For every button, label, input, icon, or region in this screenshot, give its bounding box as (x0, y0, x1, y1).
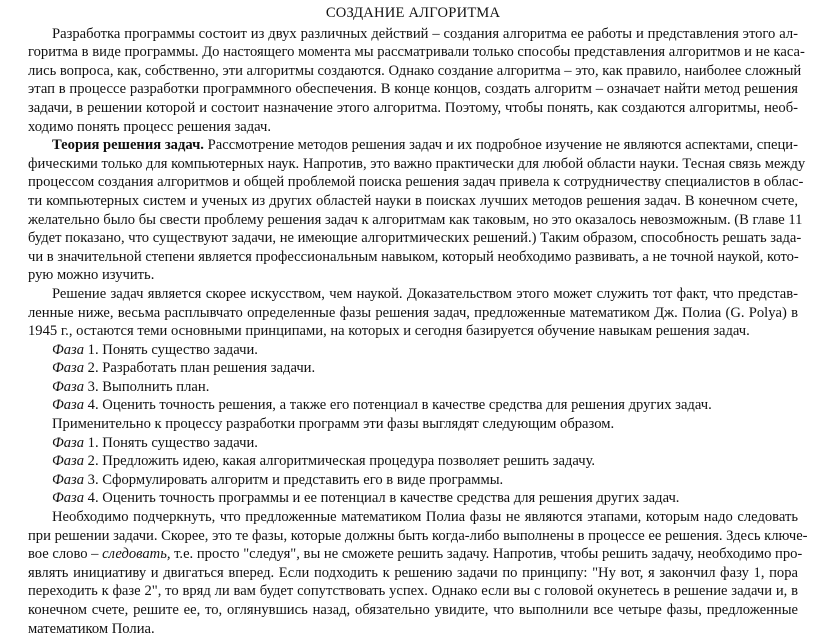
text-line: этап в процессе разработки программного обеспечения. В конце концов, создать алгоритм – означает найти метод решения (28, 81, 798, 98)
text-line: Применительно к процессу разработки программ эти фазы выглядят следующим образом. (52, 416, 615, 433)
phase-text: 4. Оценить точность программы и ее потенциал в качестве средства для решения других задач. (84, 490, 680, 507)
list-item (28, 434, 798, 453)
section-heading: Теория решения задач. (52, 137, 204, 154)
text-line: ленные ниже, весьма расплывчато определенные фазы решения задач, предложенные математиком Дж. Полиа (G. Polya) в (28, 304, 798, 321)
list-item (28, 471, 798, 490)
phase-label: Фаза (52, 341, 85, 358)
emphasis-word: следовать, (102, 546, 171, 563)
phase-label: Фаза (52, 360, 85, 377)
text-fragment: вое слово – (28, 546, 103, 563)
text-line: фическими только для компьютерных наук. Напротив, это важно практически для любой области науки. Тесная связь между (28, 155, 806, 172)
text-line: горитма в виде программы. До настоящего момента мы рассматривали только способы представления алгоритмов и не каса- (28, 44, 805, 61)
list-item (28, 396, 798, 415)
phase-text: 2. Разработать план решения задачи. (84, 360, 316, 377)
text-line: рую можно изучить. (28, 267, 155, 284)
paragraph-polya (28, 285, 798, 341)
text-line: Разработка программы состоит из двух различных действий – создания алгоритма ее работы и представления этого ал- (52, 25, 798, 42)
phase-list-programming (28, 434, 798, 508)
text-line: 1945 г., остаются теми основными принципами, на которых и сегодня базируется обучение навыкам решения задач. (28, 323, 750, 340)
text-line (28, 136, 798, 155)
text-line: Решение задач является скорее искусством, чем наукой. Доказательством этого может служить тот факт, что представ- (52, 285, 798, 302)
paragraph-theory (28, 136, 806, 285)
list-item (28, 378, 798, 397)
text-line: являть инициативу и двигаться вперед. Если подходить к решению задачи по принципу: "Ну вот, я закончил фазу 1, пора (28, 564, 798, 581)
list-item (28, 359, 798, 378)
list-item (28, 489, 798, 508)
phase-text: 1. Понять существо задачи. (84, 434, 258, 451)
text-line: конечном счете, решите ее, то, оглянувшись назад, обязательно увидите, что выполнили все четыре фазы, предложенные (28, 602, 798, 618)
text-line: ходимо понять процесс решения задач. (28, 118, 272, 135)
text-line: желательно было бы свести проблему решения задач к алгоритмам как таковым, но это оказалось невозможным. (В главе 11 (28, 211, 803, 228)
phase-label: Фаза (52, 397, 85, 414)
phase-label: Фаза (52, 434, 85, 451)
text-line (28, 545, 803, 564)
page-title: СОЗДАНИЕ АЛГОРИТМА (325, 5, 501, 21)
phase-list-general (28, 341, 798, 415)
text-line: математиком Полиа. (28, 620, 155, 637)
text-fragment: Рассмотрение методов решения задач и их подробное изучение не являются аспектами, специ- (203, 137, 798, 154)
text-fragment: т.е. просто "следуя", вы не сможете решить задачу. Напротив, чтобы решить задачу, необходимо про- (170, 546, 803, 563)
list-item (28, 341, 798, 360)
text-line: при решении задачи. Скорее, это те фазы, которые должны быть когда-либо выполнены в процессе ее решения. Здесь ключе- (28, 527, 808, 544)
text-line: Необходимо подчеркнуть, что предложенные математиком Полиа фазы не являются этапами, которым надо следовать (52, 509, 798, 526)
text-line: процессом создания алгоритмов и общей проблемой поиска решения задач привела к сотрудничеству специалистов в облас- (28, 174, 804, 191)
text-line: будет показано, что существуют задачи, не имеющие алгоритмических решений.) Таким образом, способность решать зада- (28, 230, 802, 247)
phase-text: 3. Сформулировать алгоритм и представить его в виде программы. (84, 471, 504, 488)
phase-label: Фаза (52, 471, 85, 488)
phase-label: Фаза (52, 490, 85, 507)
list-item (28, 452, 798, 471)
text-line: чи в значительной степени является профессиональным навыком, который необходимо развивать, а не точной наукой, кото- (28, 248, 799, 265)
phase-text: 3. Выполнить план. (84, 378, 210, 395)
phase-text: 2. Предложить идею, какая алгоритмическая процедура позволяет решить задачу. (84, 453, 596, 470)
paragraph-intro (28, 25, 805, 137)
phase-text: 4. Оценить точность решения, а также его потенциал в качестве средства для решения других задач. (84, 397, 712, 414)
text-line: лись вопроса, как, собственно, эти алгоритмы создаются. Однако создание алгоритма – это, как правило, наиболее сложный (28, 62, 802, 79)
phase-label: Фаза (52, 453, 85, 470)
phase-label: Фаза (52, 378, 85, 395)
text-line: переходить к фазе 2", то вряд ли вам будет сопутствовать успех. Однако если вы с головой окунетесь в решение задачи и, в (28, 583, 798, 600)
text-line: задачи, в решении которой и состоит назначение этого алгоритма. Поэтому, чтобы понять, как создаются алгоритмы, необ- (28, 99, 798, 116)
text-line: ти компьютерных систем и ученых из других областей науки в поисках лучших методов решения задач. В конечном счете, (28, 192, 798, 209)
paragraph-conclusion (28, 508, 808, 638)
phase-text: 1. Понять существо задачи. (84, 341, 258, 358)
